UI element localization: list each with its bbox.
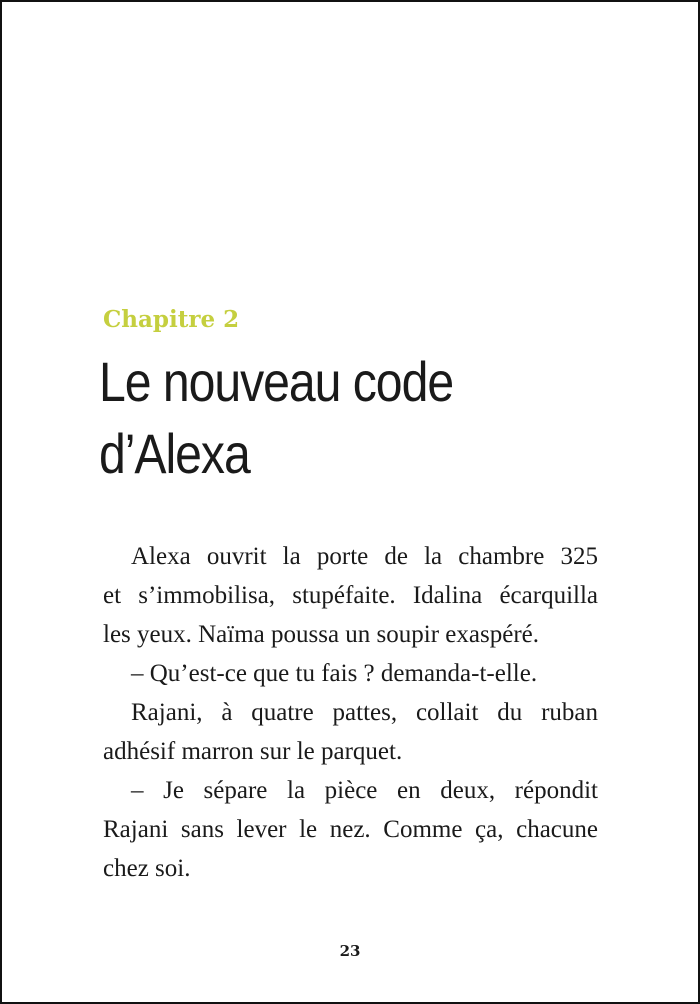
page-number: 23	[339, 942, 361, 960]
chapter-title-line-2: d’Alexa	[99, 422, 250, 485]
text-line: et s’immobilisa, stupéfaite. Idalina écarquilla	[103, 582, 598, 609]
text-line: adhésif marron sur le parquet.	[103, 738, 403, 765]
text-line: Rajani sans lever le nez. Comme ça, chacune	[103, 816, 598, 843]
text-line: Rajani, à quatre pattes, collait du ruban	[131, 699, 598, 726]
chapter-title-line-1: Le nouveau code	[99, 350, 454, 413]
chapter-label: Chapitre 2	[103, 306, 240, 333]
text-line: chez soi.	[103, 855, 191, 882]
dialogue-line: – Qu’est-ce que tu fais ? demanda-t-elle.	[131, 660, 538, 687]
body-text	[103, 537, 598, 888]
dialogue-line: – Je sépare la pièce en deux, répondit	[131, 777, 598, 804]
chapter-title	[99, 346, 453, 490]
text-line: Alexa ouvrit la porte de la chambre 325	[131, 543, 598, 570]
text-line: les yeux. Naïma poussa un soupir exaspéré.	[103, 621, 539, 648]
